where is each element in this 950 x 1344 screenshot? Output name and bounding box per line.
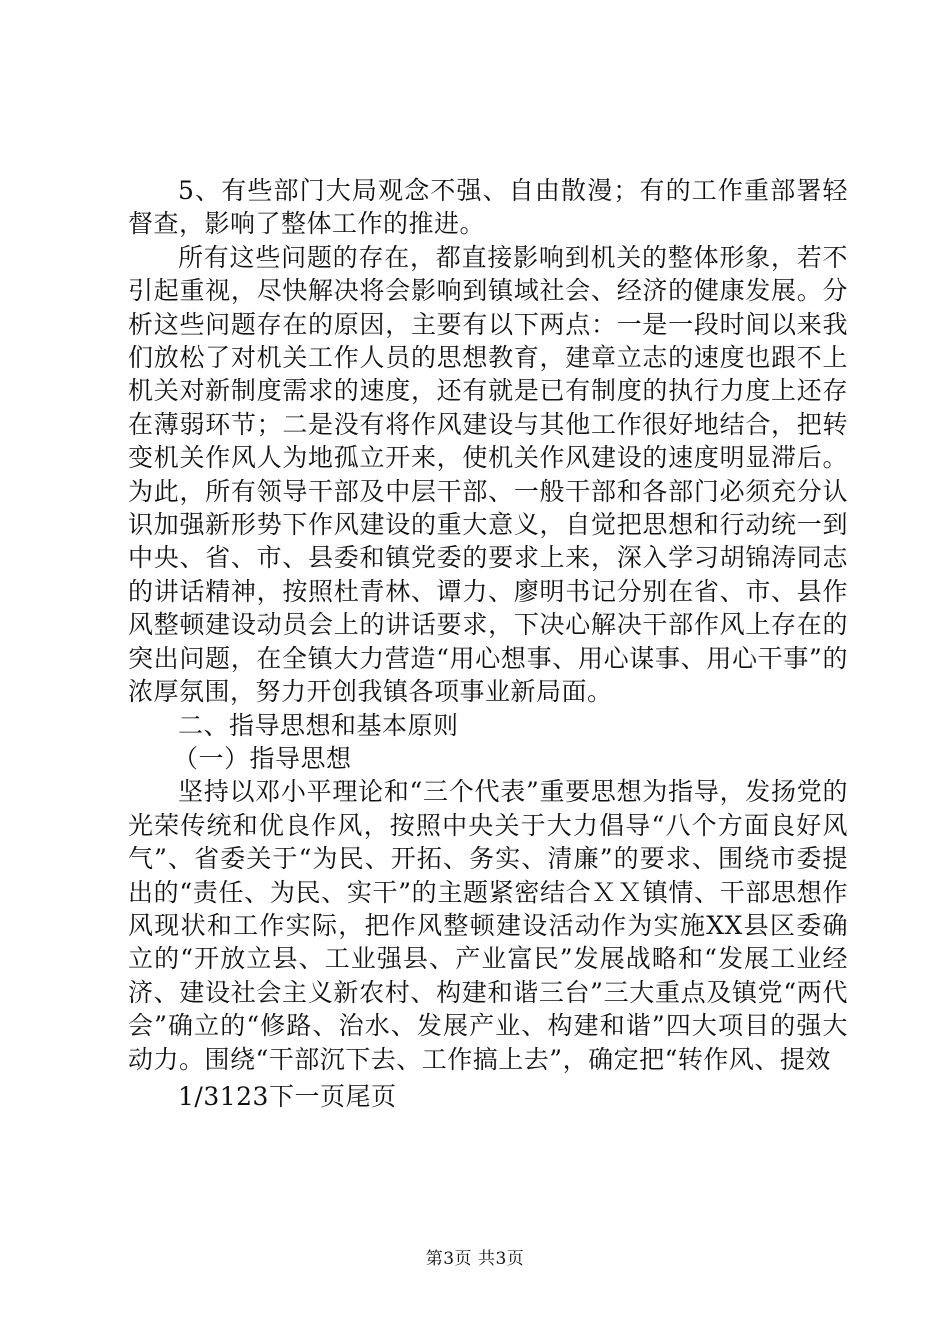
page-footer: 第3页 共3页 [425,1249,525,1269]
pagination-text: 1/3123下一页尾页 [178,1081,397,1111]
paragraph-item-5: 5、有些部门大局观念不强、自由散漫；有的工作重部署轻督查，影响了整体工作的推进。 [128,176,848,239]
paragraph-problems-analysis: 所有这些问题的存在，都直接影响到机关的整体形象，若不引起重视，尽快解决将会影响到镇域社会、经济的健康发展。分析这些问题存在的原因，主要有以下两点：一是一段时间以来我们放松了对机关工作人员的思想教育，建章立志的速度也跟不上机关对新制度需求的速度，还有就是已有制度的执行力度上还存在薄弱环节；二是没有将作风建设与其他工作很好地结合，把转变机关作风人为地孤立开来，使机关作风建设的速度明显滞后。为此，所有领导干部及中层干部、一般干部和各部门必须充分认识加强新形势下作风建设的重大意义，自觉把思想和行动统一到中央、省、市、县委和镇党委的要求上来，深入学习胡锦涛同志的讲话精神，按照杜青林、谭力、廖明书记分别在省、市、县作风整顿建设动员会上的讲话要求，下决心解决干部作风上存在的突出问题，在全镇大力营造“用心想事、用心谋事、用心干事”的浓厚氛围，努力开创我镇各项事业新局面。 [128,242,848,707]
document-body [128,174,848,1113]
subsection-heading-guiding-thought: （一）指导思想 [173,743,352,773]
section-heading-guiding-principles: 二、指导思想和基本原则 [178,710,459,740]
paragraph-guiding-thought: 坚持以邓小平理论和“三个代表”重要思想为指导，发扬党的光荣传统和优良作风，按照中央关于大力倡导“八个方面良好风气”、省委关于“为民、开拓、务实、清廉”的要求、围绕市委提出的“责任、为民、实干”的主题紧密结合ＸＸ镇情、干部思想作风现状和工作实际，把作风整顿建设活动作为实施XX县区委确立的“开放立县、工业强县、产业富民”发展战略和“发展工业经济、建设社会主义新农村、构建和谐三台”三大重点及镇党“两代会”确立的“修路、治水、发展产业、构建和谐”四大项目的强大动力。围绕“干部沉下去、工作搞上去”，确定把“转作风、提效 [128,777,848,1074]
